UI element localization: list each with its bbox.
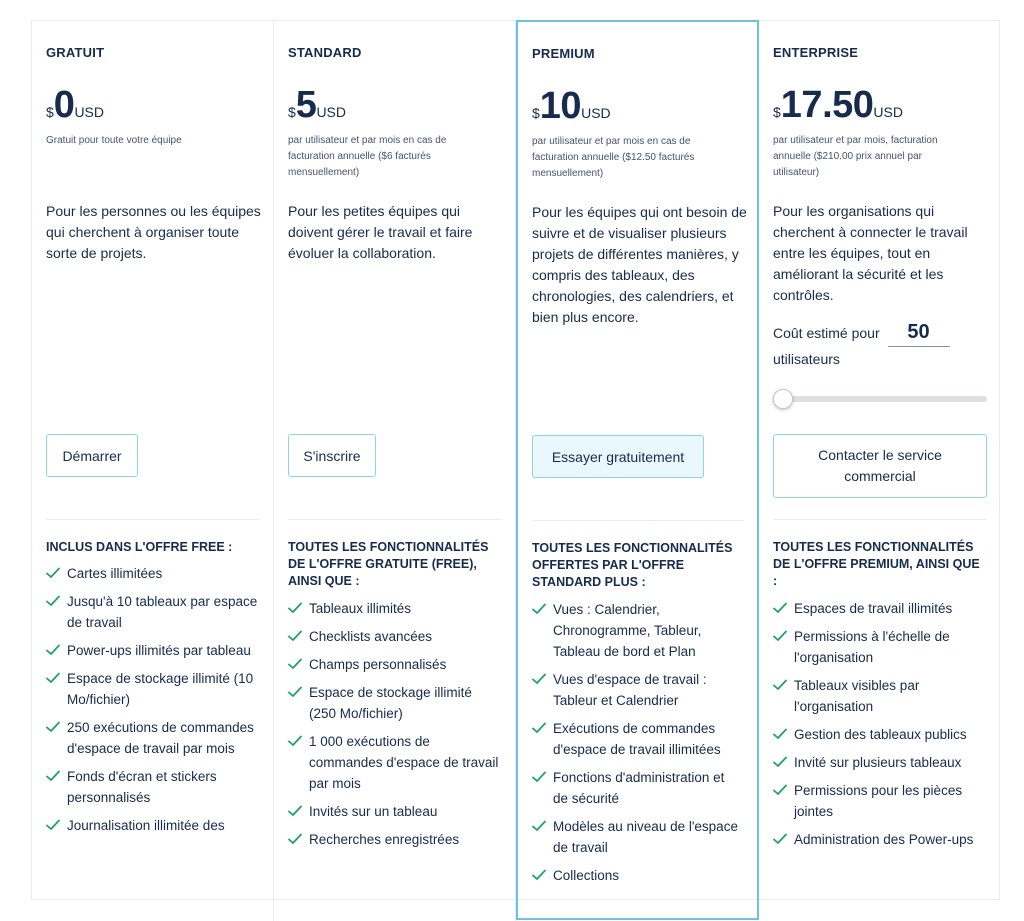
price-unit: USD	[74, 104, 104, 120]
feature-item	[46, 766, 260, 808]
price-unit: USD	[581, 105, 611, 121]
plan-price	[773, 83, 903, 127]
feature-item	[288, 801, 502, 822]
feature-item	[773, 675, 987, 717]
feature-label: Vues d'espace de travail : Tableur et Calendrier	[553, 672, 707, 708]
signup-button[interactable]: S'inscrire	[288, 434, 376, 477]
price-currency: $	[773, 104, 781, 120]
check-icon	[532, 673, 546, 685]
cost-estimator	[773, 321, 987, 372]
features-title: TOUTES LES FONCTIONNALITÉS OFFERTES PAR L'OFFRE STANDARD PLUS :	[532, 541, 733, 589]
check-icon	[773, 728, 787, 740]
feature-label: Modèles au niveau de l'espace de travail	[553, 819, 738, 855]
check-icon	[773, 833, 787, 845]
feature-label: Jusqu'à 10 tableaux par espace de travail	[67, 594, 258, 630]
check-icon	[46, 721, 60, 733]
feature-label: Administration des Power-ups	[794, 832, 974, 847]
check-icon	[532, 771, 546, 783]
features-title: TOUTES LES FONCTIONNALITÉS DE L'OFFRE PREMIUM, AINSI QUE :	[773, 540, 980, 588]
features-title: INCLUS DANS L'OFFRE FREE :	[46, 540, 233, 554]
plan-description: Pour les organisations qui cherchent à connecter le travail entre les équipes, tout en améliorant la sécurité et les contrôles.	[773, 203, 968, 303]
feature-label: Espaces de travail illimités	[794, 601, 953, 616]
feature-item	[532, 816, 743, 858]
feature-item	[46, 591, 260, 633]
start-button[interactable]: Démarrer	[46, 434, 138, 477]
feature-item	[773, 626, 987, 668]
feature-item	[46, 563, 260, 584]
feature-item	[532, 767, 743, 809]
plan-column-premium	[516, 20, 759, 920]
check-icon	[288, 686, 302, 698]
price-subtext: par utilisateur et par mois en cas de facturation annuelle ($6 facturés mensuellement)	[288, 135, 447, 178]
check-icon	[46, 819, 60, 831]
divider	[288, 519, 502, 520]
feature-label: Vues : Calendrier, Chronogramme, Tableur, Tableau de bord et Plan	[553, 602, 702, 659]
feature-label: Champs personnalisés	[309, 657, 447, 672]
feature-label: Invité sur plusieurs tableaux	[794, 755, 962, 770]
contact-sales-button[interactable]: Contacter le service commercial	[773, 434, 987, 498]
check-icon	[532, 820, 546, 832]
pricing-table	[31, 20, 1000, 900]
feature-item	[773, 752, 987, 773]
price-amount: 17.50	[780, 84, 874, 126]
plan-name: PREMIUM	[532, 46, 595, 61]
check-icon	[773, 602, 787, 614]
feature-label: Tableaux visibles par l'organisation	[794, 678, 920, 714]
feature-item	[46, 717, 260, 759]
price-currency: $	[46, 104, 54, 120]
plan-price	[532, 84, 611, 128]
check-icon	[288, 735, 302, 747]
feature-label: Fonds d'écran et stickers personnalisés	[67, 769, 217, 805]
divider	[773, 519, 987, 520]
estimate-label: Coût estimé pour	[773, 325, 880, 341]
feature-label: 250 exécutions de commandes d'espace de travail par mois	[67, 720, 254, 756]
users-slider[interactable]	[773, 396, 987, 402]
check-icon	[773, 630, 787, 642]
check-icon	[773, 679, 787, 691]
feature-item	[532, 669, 743, 711]
feature-item	[288, 626, 502, 647]
price-amount: 5	[295, 84, 317, 126]
check-icon	[288, 833, 302, 845]
price-currency: $	[288, 104, 296, 120]
price-subtext: Gratuit pour toute votre équipe	[46, 135, 182, 146]
feature-item	[773, 724, 987, 745]
check-icon	[288, 805, 302, 817]
plan-description: Pour les équipes qui ont besoin de suivre et de visualiser plusieurs projets de différentes manières, y compris des tableaux, des chronologies, des calendriers, et bien plus encore.	[532, 204, 747, 325]
check-icon	[46, 595, 60, 607]
feature-item	[46, 815, 260, 836]
feature-item	[532, 718, 743, 760]
feature-item	[288, 829, 502, 850]
feature-list	[532, 599, 743, 893]
users-count-input[interactable]	[888, 321, 950, 347]
check-icon	[532, 603, 546, 615]
price-unit: USD	[873, 104, 903, 120]
plan-name: ENTERPRISE	[773, 45, 859, 60]
feature-item	[532, 599, 743, 662]
plan-column-enterprise	[759, 21, 999, 921]
feature-item	[46, 640, 260, 661]
feature-item	[288, 682, 502, 724]
plan-description: Pour les petites équipes qui doivent gérer le travail et faire évoluer la collaboration.	[288, 203, 473, 261]
feature-label: Checklists avancées	[309, 629, 433, 644]
price-currency: $	[532, 105, 540, 121]
check-icon	[288, 630, 302, 642]
feature-label: 1 000 exécutions de commandes d'espace de travail par mois	[309, 734, 499, 791]
check-icon	[773, 756, 787, 768]
feature-label: Collections	[553, 868, 620, 883]
feature-label: Fonctions d'administration et de sécurité	[553, 770, 725, 806]
feature-label: Espace de stockage illimité (10 Mo/fichier)	[67, 671, 254, 707]
plan-description: Pour les personnes ou les équipes qui cherchent à organiser toute sorte de projets.	[46, 203, 261, 261]
feature-item	[773, 829, 987, 850]
divider	[46, 519, 260, 520]
feature-label: Permissions à l'échelle de l'organisation	[794, 629, 950, 665]
price-subtext: par utilisateur et par mois, facturation annuelle ($210.00 prix annuel par utilisateur)	[773, 135, 938, 178]
divider	[532, 520, 743, 521]
check-icon	[46, 567, 60, 579]
plan-price	[288, 83, 346, 127]
check-icon	[532, 869, 546, 881]
feature-item	[532, 865, 743, 886]
check-icon	[288, 658, 302, 670]
feature-item	[773, 780, 987, 822]
feature-label: Tableaux illimités	[309, 601, 412, 616]
feature-label: Power-ups illimités par tableau	[67, 643, 251, 658]
features-title: TOUTES LES FONCTIONNALITÉS DE L'OFFRE GRATUITE (FREE), AINSI QUE :	[288, 540, 489, 588]
feature-list	[288, 598, 502, 857]
check-icon	[46, 644, 60, 656]
feature-label: Recherches enregistrées	[309, 832, 460, 847]
slider-handle[interactable]	[773, 389, 793, 409]
free-trial-button[interactable]: Essayer gratuitement	[532, 435, 704, 478]
feature-label: Invités sur un tableau	[309, 804, 438, 819]
feature-label: Exécutions de commandes d'espace de travail illimitées	[553, 721, 721, 757]
feature-item	[288, 654, 502, 675]
price-subtext: par utilisateur et par mois en cas de facturation annuelle ($12.50 facturés mensuellement)	[532, 136, 695, 179]
feature-label: Gestion des tableaux publics	[794, 727, 967, 742]
feature-item	[773, 598, 987, 619]
estimate-suffix: utilisateurs	[773, 351, 840, 367]
check-icon	[773, 784, 787, 796]
feature-list	[46, 563, 260, 843]
check-icon	[46, 672, 60, 684]
feature-item	[288, 598, 502, 619]
plan-name: STANDARD	[288, 45, 362, 60]
feature-label: Permissions pour les pièces jointes	[794, 783, 963, 819]
feature-label: Espace de stockage illimité (250 Mo/fichier)	[309, 685, 472, 721]
price-amount: 10	[539, 85, 582, 127]
feature-label: Cartes illimitées	[67, 566, 163, 581]
feature-label: Journalisation illimitée des	[67, 818, 225, 833]
check-icon	[532, 722, 546, 734]
feature-item	[46, 668, 260, 710]
feature-list	[773, 598, 987, 857]
price-unit: USD	[316, 104, 346, 120]
plan-price	[46, 83, 104, 127]
check-icon	[288, 602, 302, 614]
price-amount: 0	[53, 84, 75, 126]
plan-column-standard	[274, 21, 516, 921]
plan-name: GRATUIT	[46, 45, 105, 60]
plan-column-gratuit	[32, 21, 274, 921]
feature-item	[288, 731, 502, 794]
check-icon	[46, 770, 60, 782]
